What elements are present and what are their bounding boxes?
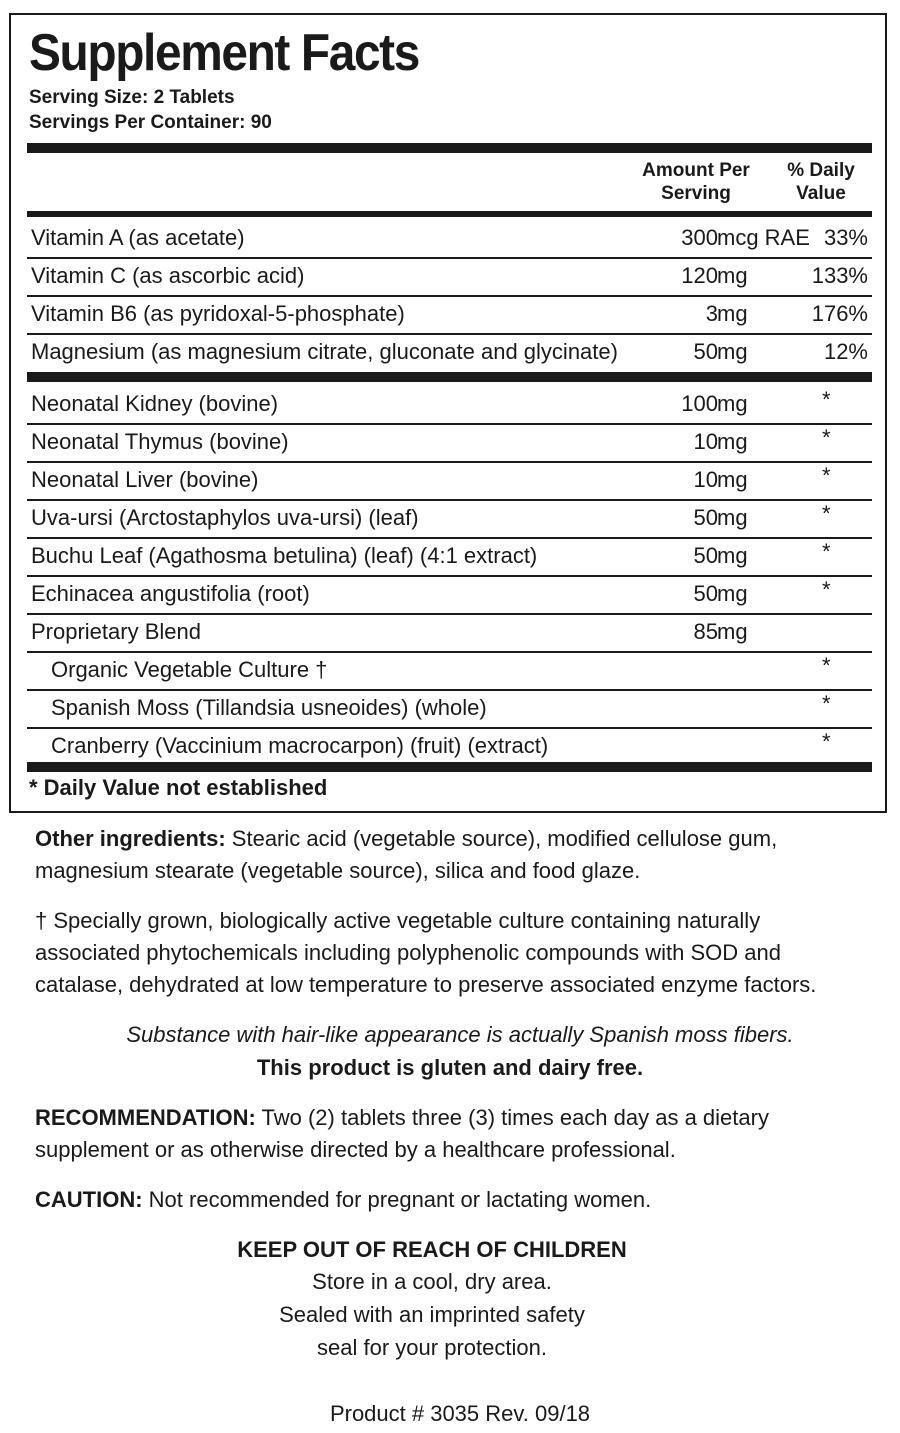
nutrient-unit: mcg RAE <box>717 225 810 250</box>
nutrient-amount: 100 <box>681 391 718 416</box>
thick-divider <box>27 762 872 772</box>
caution-label: CAUTION: <box>35 1187 143 1212</box>
nutrient-name: Neonatal Kidney (bovine) <box>31 391 279 416</box>
servings-per-container: Servings Per Container: 90 <box>29 112 272 133</box>
spanish-moss-notice: Substance with hair-like appearance is actually Spanish moss fibers. <box>126 1022 794 1047</box>
nutrient-unit: mg <box>717 429 748 454</box>
nutrient-row <box>27 219 872 257</box>
nutrient-amount: 50 <box>693 543 718 568</box>
daily-value-asterisk: * <box>822 653 831 678</box>
daily-value-footnote: * Daily Value not established <box>29 775 328 800</box>
daily-value-asterisk: * <box>822 729 831 754</box>
nutrient-row <box>27 575 872 613</box>
amount-column-header <box>631 159 761 205</box>
daily-value-asterisk: * <box>822 501 831 526</box>
gluten-dairy-free: This product is gluten and dairy free. <box>256 1055 644 1080</box>
serving-size: Serving Size: 2 Tablets <box>29 87 235 108</box>
nutrient-name: Magnesium (as magnesium citrate, gluconate and glycinate) <box>31 339 618 364</box>
dv-header-line2: Value <box>796 183 846 204</box>
nutrient-name: Neonatal Liver (bovine) <box>31 467 259 492</box>
daily-value: 133% <box>811 263 868 288</box>
amount-header-line2: Serving <box>661 183 731 204</box>
nutrient-unit: mg <box>717 505 748 530</box>
nutrient-row <box>27 613 872 651</box>
product-number: Product # 3035 Rev. 09/18 <box>329 1401 591 1426</box>
other-ingredients-text: Stearic acid (vegetable source), modified cellulose gum, <box>225 826 778 851</box>
nutrient-row <box>27 537 872 575</box>
nutrient-name: Vitamin B6 (as pyridoxal-5-phosphate) <box>31 301 405 326</box>
recommendation-label: RECOMMENDATION: <box>35 1105 256 1130</box>
dagger-line: catalase, dehydrated at low temperature to preserve associated enzyme factors. <box>35 972 817 997</box>
nutrient-amount: 50 <box>693 505 718 530</box>
dagger-line: † Specially grown, biologically active vegetable culture containing naturally <box>35 908 761 933</box>
other-ingredients-text: magnesium stearate (vegetable source), silica and food glaze. <box>35 858 641 883</box>
dagger-note <box>35 905 865 1001</box>
header-divider <box>27 211 872 217</box>
storage-line: seal for your protection. <box>317 1335 547 1360</box>
recommendation-text: Two (2) tablets three (3) times each day as a dietary <box>255 1105 769 1130</box>
amount-header-line1: Amount Per <box>642 160 750 181</box>
thick-divider <box>27 372 872 382</box>
nutrient-name: Organic Vegetable Culture † <box>51 657 328 682</box>
nutrient-row <box>27 727 872 765</box>
nutrient-amount: 85 <box>693 619 718 644</box>
supplement-facts-panel <box>9 13 887 813</box>
nutrient-name: Spanish Moss (Tillandsia usneoides) (whole) <box>51 695 487 720</box>
nutrient-unit: mg <box>717 301 748 326</box>
daily-value: 33% <box>823 225 868 250</box>
dagger-line: associated phytochemicals including polyphenolic compounds with SOD and <box>35 940 781 965</box>
daily-value-asterisk: * <box>822 539 831 564</box>
nutrient-row <box>27 295 872 333</box>
nutrient-amount: 300 <box>681 225 718 250</box>
nutrient-name: Buchu Leaf (Agathosma betulina) (leaf) (4:1 extract) <box>31 543 538 568</box>
daily-value-asterisk: * <box>822 387 831 412</box>
other-ingredients <box>35 823 865 887</box>
keep-out-of-reach: KEEP OUT OF REACH OF CHILDREN <box>237 1237 627 1262</box>
daily-value-asterisk: * <box>822 463 831 488</box>
caution <box>35 1184 865 1216</box>
daily-value: 12% <box>823 339 868 364</box>
nutrient-unit: mg <box>717 467 748 492</box>
nutrient-row <box>27 651 872 689</box>
storage-line: Sealed with an imprinted safety <box>279 1302 585 1327</box>
nutrient-row <box>27 333 872 371</box>
nutrient-row <box>27 385 872 423</box>
thick-divider <box>27 143 872 153</box>
nutrient-row <box>27 689 872 727</box>
storage-line: Store in a cool, dry area. <box>312 1269 552 1294</box>
dv-header-line1: % Daily <box>787 160 855 181</box>
nutrient-amount: 50 <box>693 581 718 606</box>
nutrient-name: Uva-ursi (Arctostaphylos uva-ursi) (leaf) <box>31 505 419 530</box>
other-ingredients-label: Other ingredients: <box>35 826 226 851</box>
nutrient-name: Cranberry (Vaccinium macrocarpon) (fruit) (extract) <box>51 733 549 758</box>
dv-column-header <box>771 159 871 205</box>
nutrient-row <box>27 461 872 499</box>
nutrient-name: Neonatal Thymus (bovine) <box>31 429 289 454</box>
nutrient-name: Vitamin C (as ascorbic acid) <box>31 263 305 288</box>
nutrient-amount: 10 <box>693 467 718 492</box>
nutrient-unit: mg <box>717 619 748 644</box>
nutrient-row <box>27 257 872 295</box>
nutrient-name: Echinacea angustifolia (root) <box>31 581 310 606</box>
nutrient-amount: 50 <box>693 339 718 364</box>
daily-value-asterisk: * <box>822 691 831 716</box>
daily-value: 176% <box>811 301 868 326</box>
nutrient-row <box>27 499 872 537</box>
caution-text: Not recommended for pregnant or lactating women. <box>142 1187 652 1212</box>
nutrient-amount: 10 <box>693 429 718 454</box>
nutrient-amount: 120 <box>681 263 718 288</box>
nutrient-name: Proprietary Blend <box>31 619 201 644</box>
daily-value-asterisk: * <box>822 425 831 450</box>
nutrient-row <box>27 423 872 461</box>
nutrient-unit: mg <box>717 339 748 364</box>
nutrient-unit: mg <box>717 543 748 568</box>
panel-title: Supplement Facts <box>29 24 419 82</box>
recommendation-text: supplement or as otherwise directed by a healthcare professional. <box>35 1137 676 1162</box>
nutrient-unit: mg <box>717 581 748 606</box>
nutrient-unit: mg <box>717 263 748 288</box>
nutrient-amount: 3 <box>705 301 718 326</box>
recommendation <box>35 1102 865 1166</box>
daily-value-asterisk: * <box>822 577 831 602</box>
nutrient-unit: mg <box>717 391 748 416</box>
nutrient-name: Vitamin A (as acetate) <box>31 225 245 250</box>
